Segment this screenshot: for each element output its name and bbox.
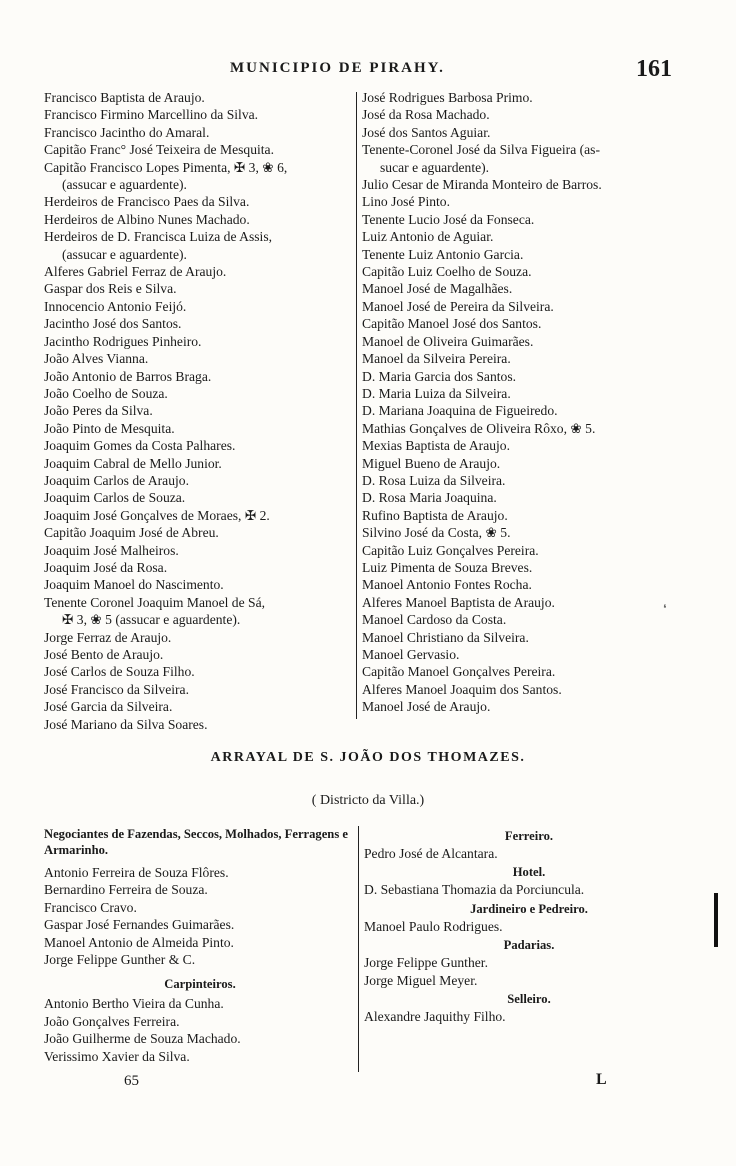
list-item: Gaspar José Fernandes Guimarães. <box>44 917 235 933</box>
page-number: 161 <box>636 56 672 82</box>
list-item-continuation: (assucar e aguardente). <box>62 177 187 193</box>
list-item-continuation: ✠ 3, ❀ 5 (assucar e aguardente). <box>62 612 241 628</box>
list-item: Mexias Baptista de Araujo. <box>362 438 510 454</box>
list-item: João Gonçalves Ferreira. <box>44 1013 180 1029</box>
category-heading: Hotel. <box>512 865 546 880</box>
margin-mark <box>714 893 718 947</box>
list-item: José Francisco da Silveira. <box>44 681 189 697</box>
list-item: José Mariano da Silva Soares. <box>44 716 208 732</box>
list-item: Joaquim Cabral de Mello Junior. <box>44 455 222 471</box>
list-item: Luiz Pimenta de Souza Breves. <box>362 559 533 575</box>
list-item-continuation: (assucar e aguardente). <box>62 246 187 262</box>
running-title: MUNICIPIO DE PIRAHY. <box>230 60 445 76</box>
list-item: Capitão Manoel José dos Santos. <box>362 316 542 332</box>
list-item: José Carlos de Souza Filho. <box>44 664 195 680</box>
list-item: Herdeiros de Albino Nunes Machado. <box>44 211 250 227</box>
list-item: Lino José Pinto. <box>362 194 450 210</box>
list-item: José Bento de Araujo. <box>44 647 164 662</box>
category-heading: Jardineiro e Pedreiro. <box>470 901 588 916</box>
list-item: Antonio Ferreira de Souza Flôres. <box>44 865 229 880</box>
list-item: Herdeiros de Francisco Paes da Silva. <box>44 194 250 210</box>
list-item: Manoel Christiano da Silveira. <box>362 629 529 645</box>
list-item: Manoel José de Pereira da Silveira. <box>362 298 554 314</box>
top-left-column <box>44 89 356 733</box>
list-item: Silvino José da Costa, ❀ 5. <box>362 525 511 541</box>
column-divider <box>358 826 359 1072</box>
column-divider <box>356 92 357 719</box>
list-item: Jorge Miguel Meyer. <box>364 972 478 988</box>
list-item: Bernardino Ferreira de Souza. <box>44 882 208 898</box>
list-item: Alexandre Jaquithy Filho. <box>364 1009 506 1025</box>
running-head <box>0 58 736 88</box>
list-item: Alferes Manoel Baptista de Araujo. <box>362 594 555 610</box>
list-item: Joaquim José Gonçalves de Moraes, ✠ 2. <box>44 507 270 523</box>
bottom-left-column <box>44 826 356 1065</box>
list-item: Tenente Lucio José da Fonseca. <box>362 211 535 227</box>
list-item: Innocencio Antonio Feijó. <box>44 298 187 314</box>
list-item: D. Mariana Joaquina de Figueiredo. <box>362 403 558 419</box>
list-item: Capitão Luiz Gonçalves Pereira. <box>362 542 539 558</box>
list-item: Capitão Joaquim José de Abreu. <box>44 525 219 541</box>
list-item: Tenente Luiz Antonio Garcia. <box>362 246 524 262</box>
category-heading: Padarias. <box>503 938 555 953</box>
category-heading: Carpinteiros. <box>164 977 236 992</box>
list-item: Manoel Antonio Fontes Rocha. <box>362 577 532 593</box>
list-item: Miguel Bueno de Araujo. <box>362 455 501 471</box>
list-item: Joaquim Gomes da Costa Palhares. <box>44 438 236 454</box>
list-item: Manoel José de Araujo. <box>362 699 491 715</box>
list-item: Jorge Ferraz de Araujo. <box>44 629 172 645</box>
list-item: D. Rosa Maria Joaquina. <box>362 490 497 506</box>
list-item-continuation: sucar e aguardente). <box>380 159 490 175</box>
list-item: Joaquim Carlos de Souza. <box>44 490 186 506</box>
list-item: Julio Cesar de Miranda Monteiro de Barros. <box>362 177 602 193</box>
list-item: Manoel Gervasio. <box>362 647 460 662</box>
list-item: Francisco Jacintho do Amaral. <box>44 124 210 140</box>
list-item: Francisco Baptista de Araujo. <box>44 90 205 105</box>
category-heading: Selleiro. <box>507 992 551 1007</box>
list-item: Capitão Luiz Coelho de Souza. <box>362 264 532 280</box>
category-heading: Negociantes de Fazendas, Seccos, Molhados, Ferragens e Armarinho. <box>44 827 348 857</box>
list-item: José dos Santos Aguiar. <box>362 124 491 140</box>
list-item: Pedro José de Alcantara. <box>364 846 498 861</box>
list-item: José Garcia da Silveira. <box>44 699 173 715</box>
list-item: Rufino Baptista de Araujo. <box>362 507 508 523</box>
list-item: Alferes Manoel Joaquim dos Santos. <box>362 681 562 697</box>
list-item: Capitão Manoel Gonçalves Pereira. <box>362 664 556 680</box>
list-item: Mathias Gonçalves de Oliveira Rôxo, ❀ 5. <box>362 420 596 436</box>
list-item: Herdeiros de D. Francisca Luiza de Assis, <box>44 229 273 245</box>
list-item: João Guilherme de Souza Machado. <box>44 1031 241 1047</box>
list-item: Jacintho Rodrigues Pinheiro. <box>44 333 202 349</box>
list-item: Joaquim Manoel do Nascimento. <box>44 577 224 593</box>
list-item: Francisco Cravo. <box>44 899 137 915</box>
list-item: Jorge Felippe Gunther & C. <box>44 952 196 968</box>
list-item: Tenente-Coronel José da Silva Figueira (as- <box>362 142 601 158</box>
list-item: Manoel José de Magalhães. <box>362 281 513 297</box>
category-heading: Ferreiro. <box>504 829 554 843</box>
list-item: Joaquim Carlos de Araujo. <box>44 472 189 488</box>
list-item: João Alves Vianna. <box>44 351 149 367</box>
list-item: Joaquim José da Rosa. <box>44 559 168 575</box>
list-item: Manoel Antonio de Almeida Pinto. <box>44 934 234 950</box>
bottom-right-column <box>364 826 694 1025</box>
list-item: Gaspar dos Reis e Silva. <box>44 281 177 297</box>
list-item: Antonio Bertho Vieira da Cunha. <box>44 996 224 1012</box>
list-item: Luiz Antonio de Aguiar. <box>362 229 494 245</box>
list-item: José Rodrigues Barbosa Primo. <box>362 90 533 105</box>
list-item: Manoel Paulo Rodrigues. <box>364 918 503 934</box>
gathering-letter: L <box>596 1071 607 1088</box>
print-speck-icon: ❛ <box>663 603 667 615</box>
list-item: João Antonio de Barros Braga. <box>44 368 212 384</box>
list-item: Manoel de Oliveira Guimarães. <box>362 333 534 349</box>
list-item: Jacintho José dos Santos. <box>44 316 182 332</box>
list-item: Capitão Francisco Lopes Pimenta, ✠ 3, ❀ 6, <box>44 159 288 175</box>
list-item: D. Maria Luiza da Silveira. <box>362 385 511 401</box>
list-item: D. Rosa Luiza da Silveira. <box>362 472 506 488</box>
section-title: ARRAYAL DE S. JOÃO DOS THOMAZES. <box>210 750 526 765</box>
list-item: D. Maria Garcia dos Santos. <box>362 368 517 384</box>
list-item: Capitão Franc° José Teixeira de Mesquita. <box>44 142 274 158</box>
section-subtitle: ( Districto da Villa.) <box>311 793 425 808</box>
list-item: Francisco Firmino Marcellino da Silva. <box>44 107 259 123</box>
list-item: Joaquim José Malheiros. <box>44 542 179 558</box>
list-item: Manoel Cardoso da Costa. <box>362 612 507 628</box>
list-item: Jorge Felippe Gunther. <box>364 955 488 971</box>
list-item: José da Rosa Machado. <box>362 107 490 123</box>
list-item: D. Sebastiana Thomazia da Porciuncula. <box>364 882 585 898</box>
list-item: Verissimo Xavier da Silva. <box>44 1048 190 1064</box>
list-item: Tenente Coronel Joaquim Manoel de Sá, <box>44 594 266 610</box>
printer-signature: 65 <box>124 1073 139 1089</box>
list-item: Alferes Gabriel Ferraz de Araujo. <box>44 264 227 280</box>
list-item: João Peres da Silva. <box>44 403 153 419</box>
list-item: Manoel da Silveira Pereira. <box>362 351 511 367</box>
top-right-column <box>362 89 692 716</box>
list-item: João Pinto de Mesquita. <box>44 420 175 436</box>
list-item: João Coelho de Souza. <box>44 385 168 401</box>
